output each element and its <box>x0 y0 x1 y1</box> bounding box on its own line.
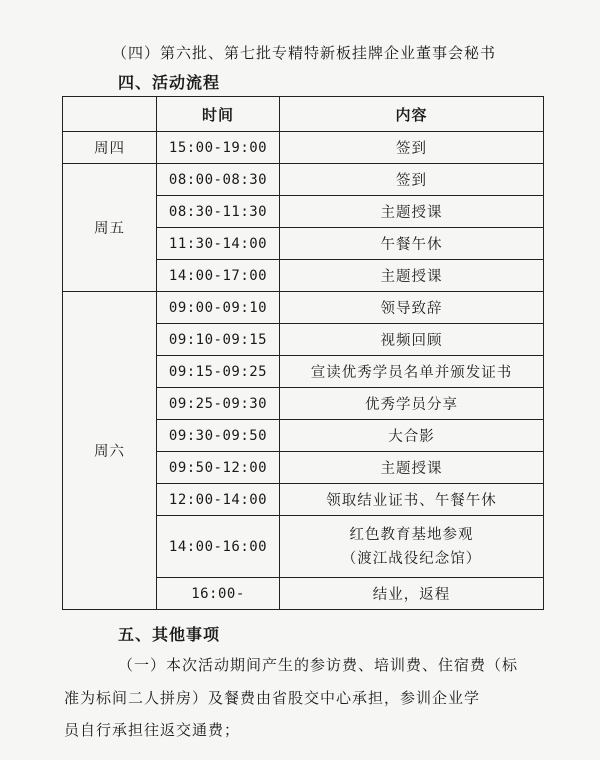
paragraph-line-2: 准为标间二人拼房）及餐费由省股交中心承担，参训企业学 <box>64 689 481 707</box>
content-cell: 主题授课 <box>280 196 544 228</box>
time-cell: 09:00-09:10 <box>157 292 280 324</box>
table-header-row <box>63 97 544 132</box>
activity-schedule-table <box>62 96 544 610</box>
time-cell: 16:00- <box>157 578 280 610</box>
day-saturday: 周六 <box>63 292 157 610</box>
section-4-title: 四、活动流程 <box>118 73 221 92</box>
paragraph-line-3: 员自行承担往返交通费； <box>64 721 241 739</box>
content-cell: 主题授课 <box>280 260 544 292</box>
content-cell: 领导致辞 <box>280 292 544 324</box>
day-thursday: 周四 <box>63 132 157 164</box>
time-cell: 09:25-09:30 <box>157 388 280 420</box>
day-friday: 周五 <box>63 164 157 292</box>
header-day <box>63 97 157 132</box>
content-cell: 优秀学员分享 <box>280 388 544 420</box>
time-cell: 09:30-09:50 <box>157 420 280 452</box>
content-cell: 主题授课 <box>280 452 544 484</box>
time-cell: 09:10-09:15 <box>157 324 280 356</box>
content-cell: 签到 <box>280 132 544 164</box>
content-line-2: （渡江战役纪念馆） <box>341 550 482 567</box>
table-row <box>63 164 544 196</box>
content-cell: 视频回顾 <box>280 324 544 356</box>
time-cell: 09:15-09:25 <box>157 356 280 388</box>
content-cell: 大合影 <box>280 420 544 452</box>
time-cell: 12:00-14:00 <box>157 484 280 516</box>
time-cell: 14:00-16:00 <box>157 516 280 578</box>
content-cell: 宣读优秀学员名单并颁发证书 <box>280 356 544 388</box>
header-content: 内容 <box>280 97 544 132</box>
time-cell: 15:00-19:00 <box>157 132 280 164</box>
table-row <box>63 132 544 164</box>
content-cell: 结业，返程 <box>280 578 544 610</box>
time-cell: 08:30-11:30 <box>157 196 280 228</box>
content-cell: 签到 <box>280 164 544 196</box>
content-cell <box>280 516 544 578</box>
time-cell: 14:00-17:00 <box>157 260 280 292</box>
content-line-1: 红色教育基地参观 <box>349 526 474 543</box>
content-cell: 领取结业证书、午餐午休 <box>280 484 544 516</box>
time-cell: 09:50-12:00 <box>157 452 280 484</box>
content-cell: 午餐午休 <box>280 228 544 260</box>
paragraph-line-1: （一）本次活动期间产生的参访费、培训费、住宿费（标 <box>118 656 519 674</box>
header-time: 时间 <box>157 97 280 132</box>
time-cell: 11:30-14:00 <box>157 228 280 260</box>
time-cell: 08:00-08:30 <box>157 164 280 196</box>
intro-line: （四）第六批、第七批专精特新板挂牌企业董事会秘书 <box>112 44 497 62</box>
section-5-title: 五、其他事项 <box>118 625 221 644</box>
table-row <box>63 292 544 324</box>
